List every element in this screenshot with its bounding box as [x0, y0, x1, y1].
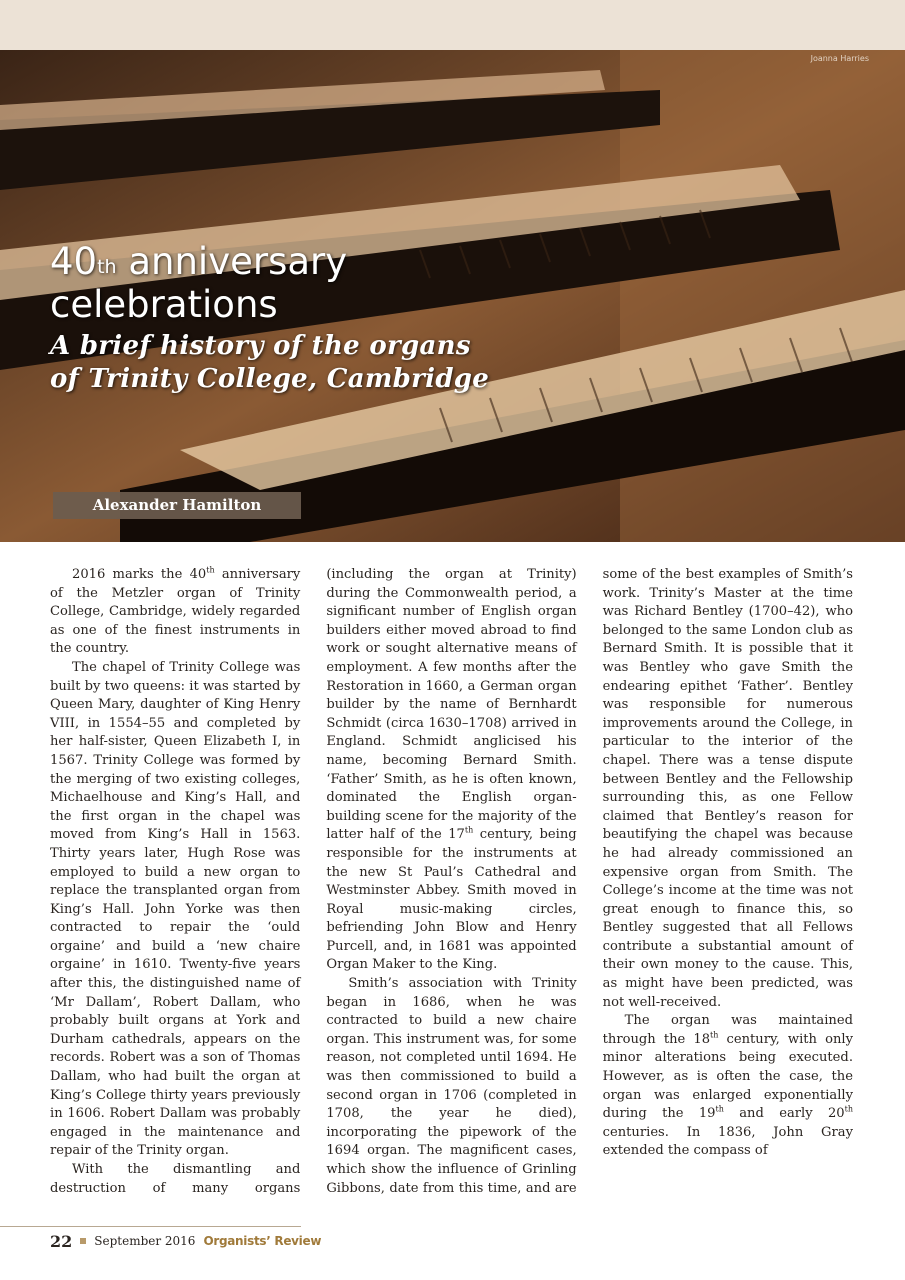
title-line-2: celebrations — [50, 283, 278, 326]
superscript: th — [715, 1104, 724, 1114]
text-run: anniversary of the Metzler organ of Trinity College, Cambridge, widely regarded as one of the finest instruments in the country. — [50, 567, 301, 657]
text-run: 2016 marks the 40 — [72, 567, 207, 582]
page-footer — [50, 1231, 321, 1251]
paragraph — [603, 1012, 853, 1161]
magazine-name: Organists’ Review — [203, 1234, 322, 1248]
paragraph: Smith’s association with Trinity began in 1686, when he was contracted to build a new chaire organ. This instrument was, for some reason, not completed until 1694. He was then commissioned to build a second organ in 1706 (completed in 1708, the year he died), incorporating the pipework of the 1694 organ. The magnificent cases, which show the influence of Grinling Gibbons, date from this time, and are some of the best examples of Smith’s work. Trinity’s Master at the time was Richard Bentley (1700–42), who belonged to the same London club as Bernard Smith. It is possible that it was Bentley who gave Smith the endearing epithet ‘Father’. Bentley was responsible for numerous improvements around the College, in particular to the interior of the chapel. There was a tense dispute between Bentley and the Fellowship surrounding this, as one Fellow claimed that Bentley’s reason for beautifying the chapel was because he had already commissioned an expensive organ from Smith. The College’s income at the time was not great enough to finance this, so Bentley suggested that all Fellows contribute a substantial amount of their own money to the cause. This, as might have been predicted, was not well-received. — [326, 567, 853, 1196]
text-run: The organ was maintained through the 18 — [602, 1013, 853, 1047]
title-superscript: th — [97, 256, 117, 278]
square-bullet-icon — [80, 1238, 86, 1244]
text-run: centuries. In 1836, John Gray extended the compass of — [602, 1124, 853, 1159]
subtitle-line-2: of Trinity College, Cambridge — [50, 364, 490, 394]
title-word: anniversary — [116, 240, 348, 283]
text-run: century, being responsible for the instruments at the new St Paul’s Cathedral and Westminster Abbey. Smith moved in Royal music-making circles, befriending John Blow and Henry Purcell, and, in 1681 was appointed Organ Maker to the King. — [326, 827, 577, 973]
paragraph — [50, 566, 300, 659]
author-byline: Alexander Hamilton — [53, 492, 301, 519]
text-run: and early 20 — [723, 1106, 845, 1122]
article-body — [50, 566, 853, 1216]
superscript: th — [206, 565, 215, 575]
article-subtitle — [50, 330, 489, 396]
photo-credit: Joanna Harries — [810, 54, 869, 63]
title-block — [50, 240, 489, 396]
superscript: th — [710, 1030, 719, 1040]
footer-rule — [0, 1226, 301, 1227]
superscript: th — [464, 825, 474, 835]
text-run: century, with only minor alterations being executed. However, as is often the case, the organ was enlarged exponentially during the 19 — [602, 1031, 853, 1122]
subtitle-line-1: A brief history of the organs — [50, 331, 471, 361]
text-run: With the dismantling and destruction of many organs (including the organ at Trinity) during the Commonwealth period, a significant number of English organ builders either moved abroad to find work or sought alternative means of employment. A few months after the Restoration in 1660, a German organ builder by the name of Bernhardt Schmidt (circa 1630–1708) arrived in England. Schmidt anglicised his name, becoming Bernard Smith. ‘Father’ Smith, as he is often known, dominated the English organ-building scene for the majority of the latter half of the 17 — [50, 567, 577, 1196]
top-band — [0, 0, 905, 50]
title-number: 40 — [50, 240, 98, 283]
superscript: th — [844, 1104, 853, 1114]
article-title — [50, 240, 489, 326]
issue-date: September 2016 — [94, 1234, 196, 1248]
page-number: 22 — [50, 1231, 73, 1251]
paragraph: The chapel of Trinity College was built by two queens: it was started by Queen Mary, daughter of King Henry VIII, in 1554–55 and completed by her half-sister, Queen Elizabeth I, in 1567. Trinity College was formed by the merging of two existing colleges, Michaelhouse and King’s Hall, and the first organ in the chapel was moved from King’s Hall in 1563. Thirty years later, Hugh Rose was employed to build a new organ to replace the transplanted organ from King’s Hall. John Yorke was then contracted to repair the ‘ould orgaine’ and build a ‘new chaire orgaine’ in 1610. Twenty-five years after this, the distinguished name of ‘Mr Dallam’, Robert Dallam, who probably built organs at York and Durham cathedrals, appears on the records. Robert was a son of Thomas Dallam, who had built the organ at King’s College thirty years previously in 1606. Robert Dallam was probably engaged in the maintenance and repair of the Trinity organ. — [50, 659, 301, 1159]
